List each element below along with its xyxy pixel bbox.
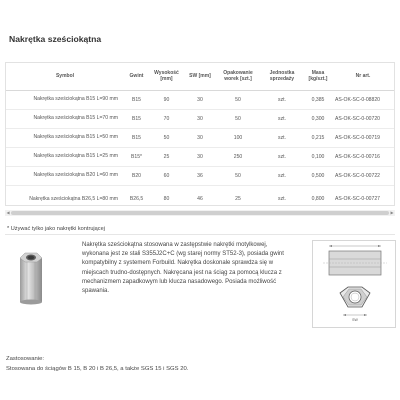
table-cell: B26,5 [124, 185, 149, 213]
technical-drawing [312, 240, 396, 328]
table-cell: 90 [149, 90, 184, 109]
table-cell: AS-OK-SC-0-00716 [332, 147, 394, 166]
table-cell: szt. [260, 90, 304, 109]
table-cell: B20 [124, 166, 149, 185]
table-cell: szt. [260, 128, 304, 147]
table-cell: Nakrętka sześciokątna B15 L=50 mm [6, 128, 124, 147]
column-header: Jednostka sprzedaży [260, 63, 304, 90]
product-table-grid [6, 63, 394, 213]
column-header: Wysokość [mm] [149, 63, 184, 90]
table-cell: Nakrętka sześciokątna B26,5 L=80 mm [6, 185, 124, 213]
table-row [6, 109, 394, 128]
table-cell: 0,500 [304, 166, 332, 185]
table-row [6, 90, 394, 109]
page-title: Nakrętka sześciokątna [9, 34, 102, 44]
scrollbar-thumb[interactable] [11, 211, 389, 215]
column-header: Nr art. [332, 63, 394, 90]
table-cell: 0,215 [304, 128, 332, 147]
table-cell: 30 [184, 90, 216, 109]
scroll-left-arrow-icon[interactable]: ◀ [6, 210, 10, 215]
table-cell: 80 [149, 185, 184, 213]
table-cell: 0,100 [304, 147, 332, 166]
table-row [6, 147, 394, 166]
scroll-right-arrow-icon[interactable]: ▶ [390, 210, 394, 215]
table-cell: AS-OK-SC-0-00720 [332, 109, 394, 128]
table-cell: Nakrętka sześciokątna B15 L=90 mm [6, 90, 124, 109]
table-cell: 50 [216, 166, 260, 185]
table-row [6, 166, 394, 185]
divider [5, 234, 395, 235]
table-cell: Nakrętka sześciokątna B15 L=70 mm [6, 109, 124, 128]
column-header: SW [mm] [184, 63, 216, 90]
table-cell: 250 [216, 147, 260, 166]
table-cell: 50 [216, 90, 260, 109]
table-cell: 50 [216, 109, 260, 128]
table-cell: 25 [149, 147, 184, 166]
table-cell: 30 [184, 147, 216, 166]
table-cell: 46 [184, 185, 216, 213]
table-row [6, 128, 394, 147]
horizontal-scrollbar[interactable] [5, 210, 395, 216]
column-header: Opakowanie worek [szt.] [216, 63, 260, 90]
column-header: Gwint [124, 63, 149, 90]
table-cell: 100 [216, 128, 260, 147]
table-cell: B15 [124, 128, 149, 147]
table-cell: 30 [184, 109, 216, 128]
table-header-row [6, 63, 394, 90]
table-cell: B15 [124, 90, 149, 109]
usage-label: Zastosowanie: [6, 356, 44, 362]
table-cell: AS-OK-SC-0-08820 [332, 90, 394, 109]
table-cell: AS-OK-SC-0-00719 [332, 128, 394, 147]
column-header: Masa [kg/szt.] [304, 63, 332, 90]
drawing-dim-label: SW [352, 318, 358, 322]
table-cell: AS-OK-SC-0-00722 [332, 166, 394, 185]
product-table [5, 62, 395, 206]
table-cell: B15 [124, 109, 149, 128]
table-cell: 36 [184, 166, 216, 185]
table-cell: 0,800 [304, 185, 332, 213]
column-header: Symbol [6, 63, 124, 90]
table-row [6, 185, 394, 213]
table-cell: AS-OK-SC-0-00727 [332, 185, 394, 213]
table-cell: 30 [184, 128, 216, 147]
table-cell: 50 [149, 128, 184, 147]
table-cell: szt. [260, 185, 304, 213]
table-cell: szt. [260, 147, 304, 166]
table-cell: Nakrętka sześciokątna B20 L=60 mm [6, 166, 124, 185]
table-cell: 60 [149, 166, 184, 185]
usage-text: Stosowana do ściągów B 15, B 20 i B 26,5, a także SGS 15 i SGS 20. [6, 366, 189, 372]
table-cell: Nakrętka sześciokątna B15 L=25 mm [6, 147, 124, 166]
table-cell: 70 [149, 109, 184, 128]
table-cell: 25 [216, 185, 260, 213]
hex-nut-photo [18, 250, 44, 306]
table-cell: 0,300 [304, 109, 332, 128]
table-cell: szt. [260, 109, 304, 128]
table-footnote: * Używać tylko jako nakrętki kontrującej [7, 226, 105, 232]
technical-drawing-svg [313, 241, 397, 329]
table-cell: 0,385 [304, 90, 332, 109]
product-description: Nakrętka sześciokątna stosowana w zastępstwie nakrętki motylkowej, wykonana jest ze stali S355J2C+C (wg starej normy ST52-3), posiada gwint kompatybilny z systemem Forbuild. Nakrętka doskonale sprawdza się w miejscach trudno-dostępnych. Nakręcana jest na ściąg za pomocą klucza z mechanizmem zapadkowym lub klucza nasadowego. Posiada możliwość spawania. [82, 242, 284, 295]
table-cell: B15* [124, 147, 149, 166]
table-cell: szt. [260, 166, 304, 185]
